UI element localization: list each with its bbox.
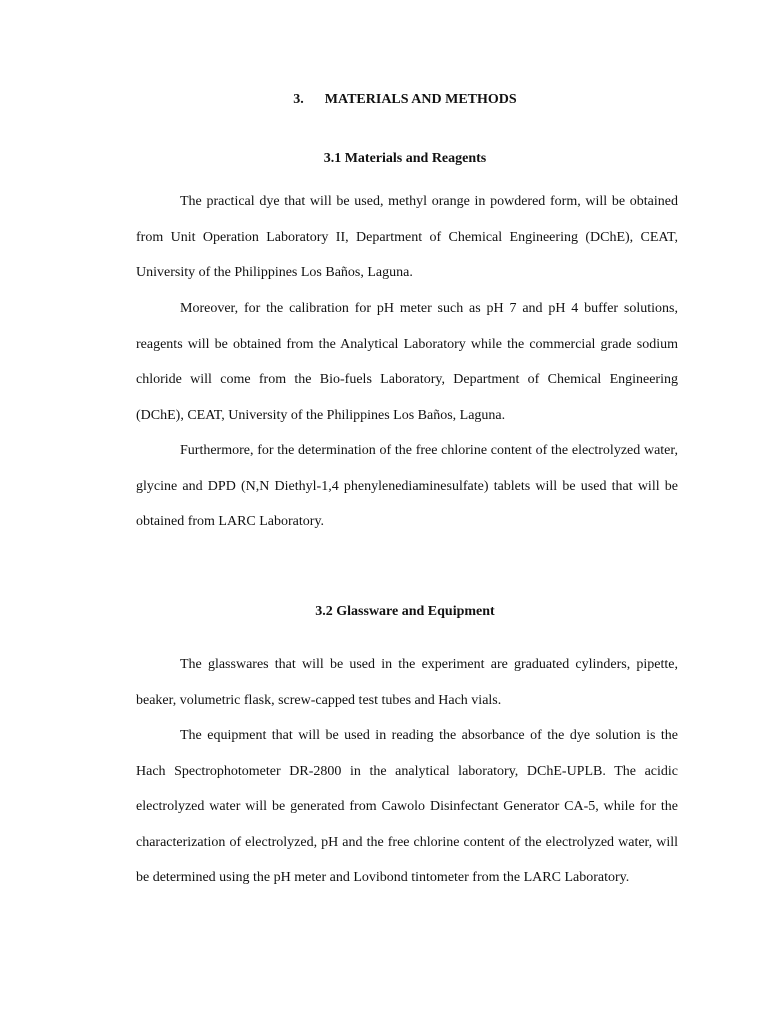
section-heading-materials-reagents: 3.1 Materials and Reagents	[323, 151, 487, 166]
chapter-number: 3.	[293, 92, 304, 107]
chapter-title	[0, 92, 768, 108]
paragraph: The glasswares that will be used in the experiment are graduated cylinders, pipette, beaker, volumetric flask, screw-capped test tubes and Hach vials.	[136, 657, 678, 708]
paragraph: The practical dye that will be used, methyl orange in powdered form, will be obtained from Unit Operation Laboratory II, Department of Chemical Engineering (DChE), CEAT, University of the Philippines Los Baños, Laguna.	[136, 194, 678, 281]
chapter-title-text: MATERIALS AND METHODS	[324, 92, 517, 107]
paragraph: Moreover, for the calibration for pH meter such as pH 7 and pH 4 buffer solutions, reagents will be obtained from the Analytical Laboratory while the commercial grade sodium chloride will come from the Bio-fuels Laboratory, Department of Chemical Engineering (DChE), CEAT, University of the Philippines Los Baños, Laguna.	[136, 301, 678, 423]
section-heading-glassware-equipment: 3.2 Glassware and Equipment	[315, 604, 495, 619]
paragraph: Furthermore, for the determination of the free chlorine content of the electrolyzed water, glycine and DPD (N,N Diethyl-1,4 phenylenediaminesulfate) tablets will be used that will be obtained from LARC Laboratory.	[136, 443, 678, 530]
paragraph: The equipment that will be used in reading the absorbance of the dye solution is the Hach Spectrophotometer DR-2800 in the analytical laboratory, DChE-UPLB. The acidic electrolyzed water will be generated from Cawolo Disinfectant Generator CA-5, while for the characterization of electrolyzed, pH and the free chlorine content of the electrolyzed water, will be determined using the pH meter and Lovibond tintometer from the LARC Laboratory.	[136, 728, 678, 886]
